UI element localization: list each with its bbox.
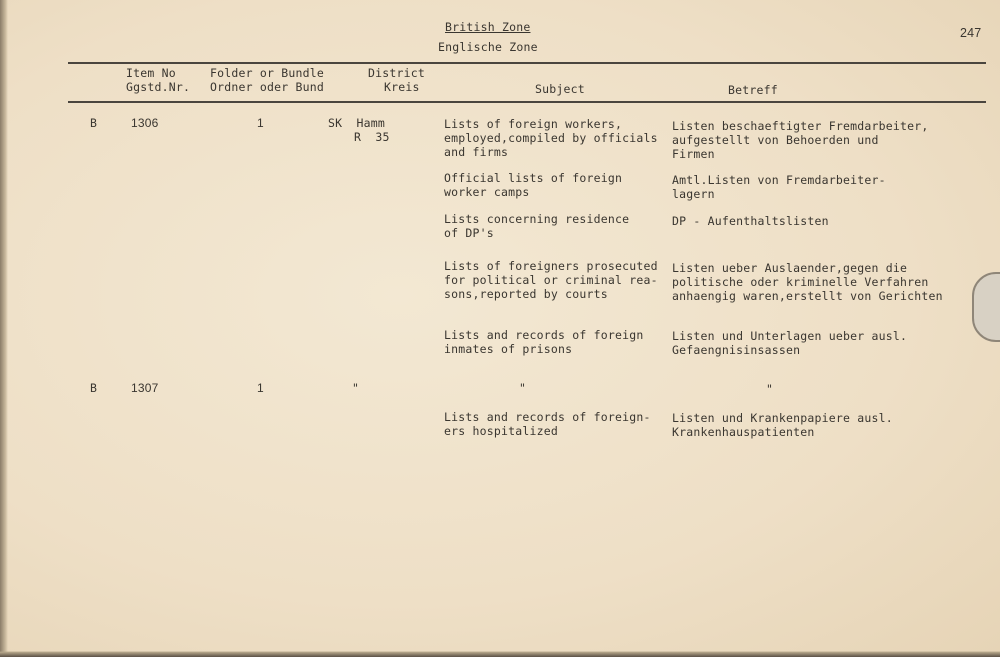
folder-number: 1 [257, 381, 264, 395]
item-number: 1307 [131, 381, 159, 395]
district-line-1: SK Hamm [328, 116, 385, 130]
zone-title-de: Englische Zone [438, 40, 538, 54]
header-bottom-rule [68, 101, 986, 103]
zone-title-en: British Zone [445, 20, 531, 34]
col-subject: Subject [535, 82, 585, 96]
subject-entry: Official lists of foreign worker camps [444, 171, 623, 199]
col-item-de: Ggstd.Nr. [126, 80, 191, 94]
subject-entry: Lists of foreign workers, employed,compiled by officials and firms [444, 117, 658, 159]
page-number: 247 [960, 26, 982, 40]
col-district-de: Kreis [384, 80, 420, 94]
col-item-en: Item No [126, 66, 176, 80]
betreff-entry: Listen ueber Auslaender,gegen die politische oder kriminelle Verfahren anhaengig waren,erstellt von Gerichten [672, 261, 943, 303]
district-ditto-mark: " [352, 381, 360, 395]
col-folder-en: Folder or Bundle [210, 66, 324, 80]
item-number: 1306 [131, 116, 159, 130]
binder-tab [972, 272, 1000, 342]
betreff-entry: Listen und Unterlagen ueber ausl. Gefaengnisinsassen [672, 329, 908, 357]
page-left-edge [0, 0, 8, 657]
col-betreff: Betreff [728, 83, 778, 97]
betreff-ditto-mark: " [766, 382, 774, 396]
subject-entry: Lists concerning residence of DP's [444, 212, 630, 240]
betreff-entry: Listen und Krankenpapiere ausl. Krankenhauspatienten [672, 411, 893, 439]
row-prefix: B [90, 381, 98, 395]
betreff-entry: DP - Aufenthaltslisten [672, 214, 829, 228]
header-top-rule [68, 62, 986, 64]
row-prefix: B [90, 116, 98, 130]
page-bottom-edge [0, 651, 1000, 657]
district-line-2: R 35 [354, 130, 390, 144]
col-folder-de: Ordner oder Bund [210, 80, 324, 94]
col-district-en: District [368, 66, 425, 80]
subject-entry: Lists and records of foreign inmates of prisons [444, 328, 644, 356]
subject-ditto-mark: " [519, 381, 527, 395]
folder-number: 1 [257, 116, 264, 130]
betreff-entry: Listen beschaeftigter Fremdarbeiter, aufgestellt von Behoerden und Firmen [672, 119, 929, 161]
subject-entry: Lists and records of foreign- ers hospitalized [444, 410, 651, 438]
betreff-entry: Amtl.Listen von Fremdarbeiter- lagern [672, 173, 886, 201]
subject-entry: Lists of foreigners prosecuted for political or criminal rea- sons,reported by courts [444, 259, 658, 301]
